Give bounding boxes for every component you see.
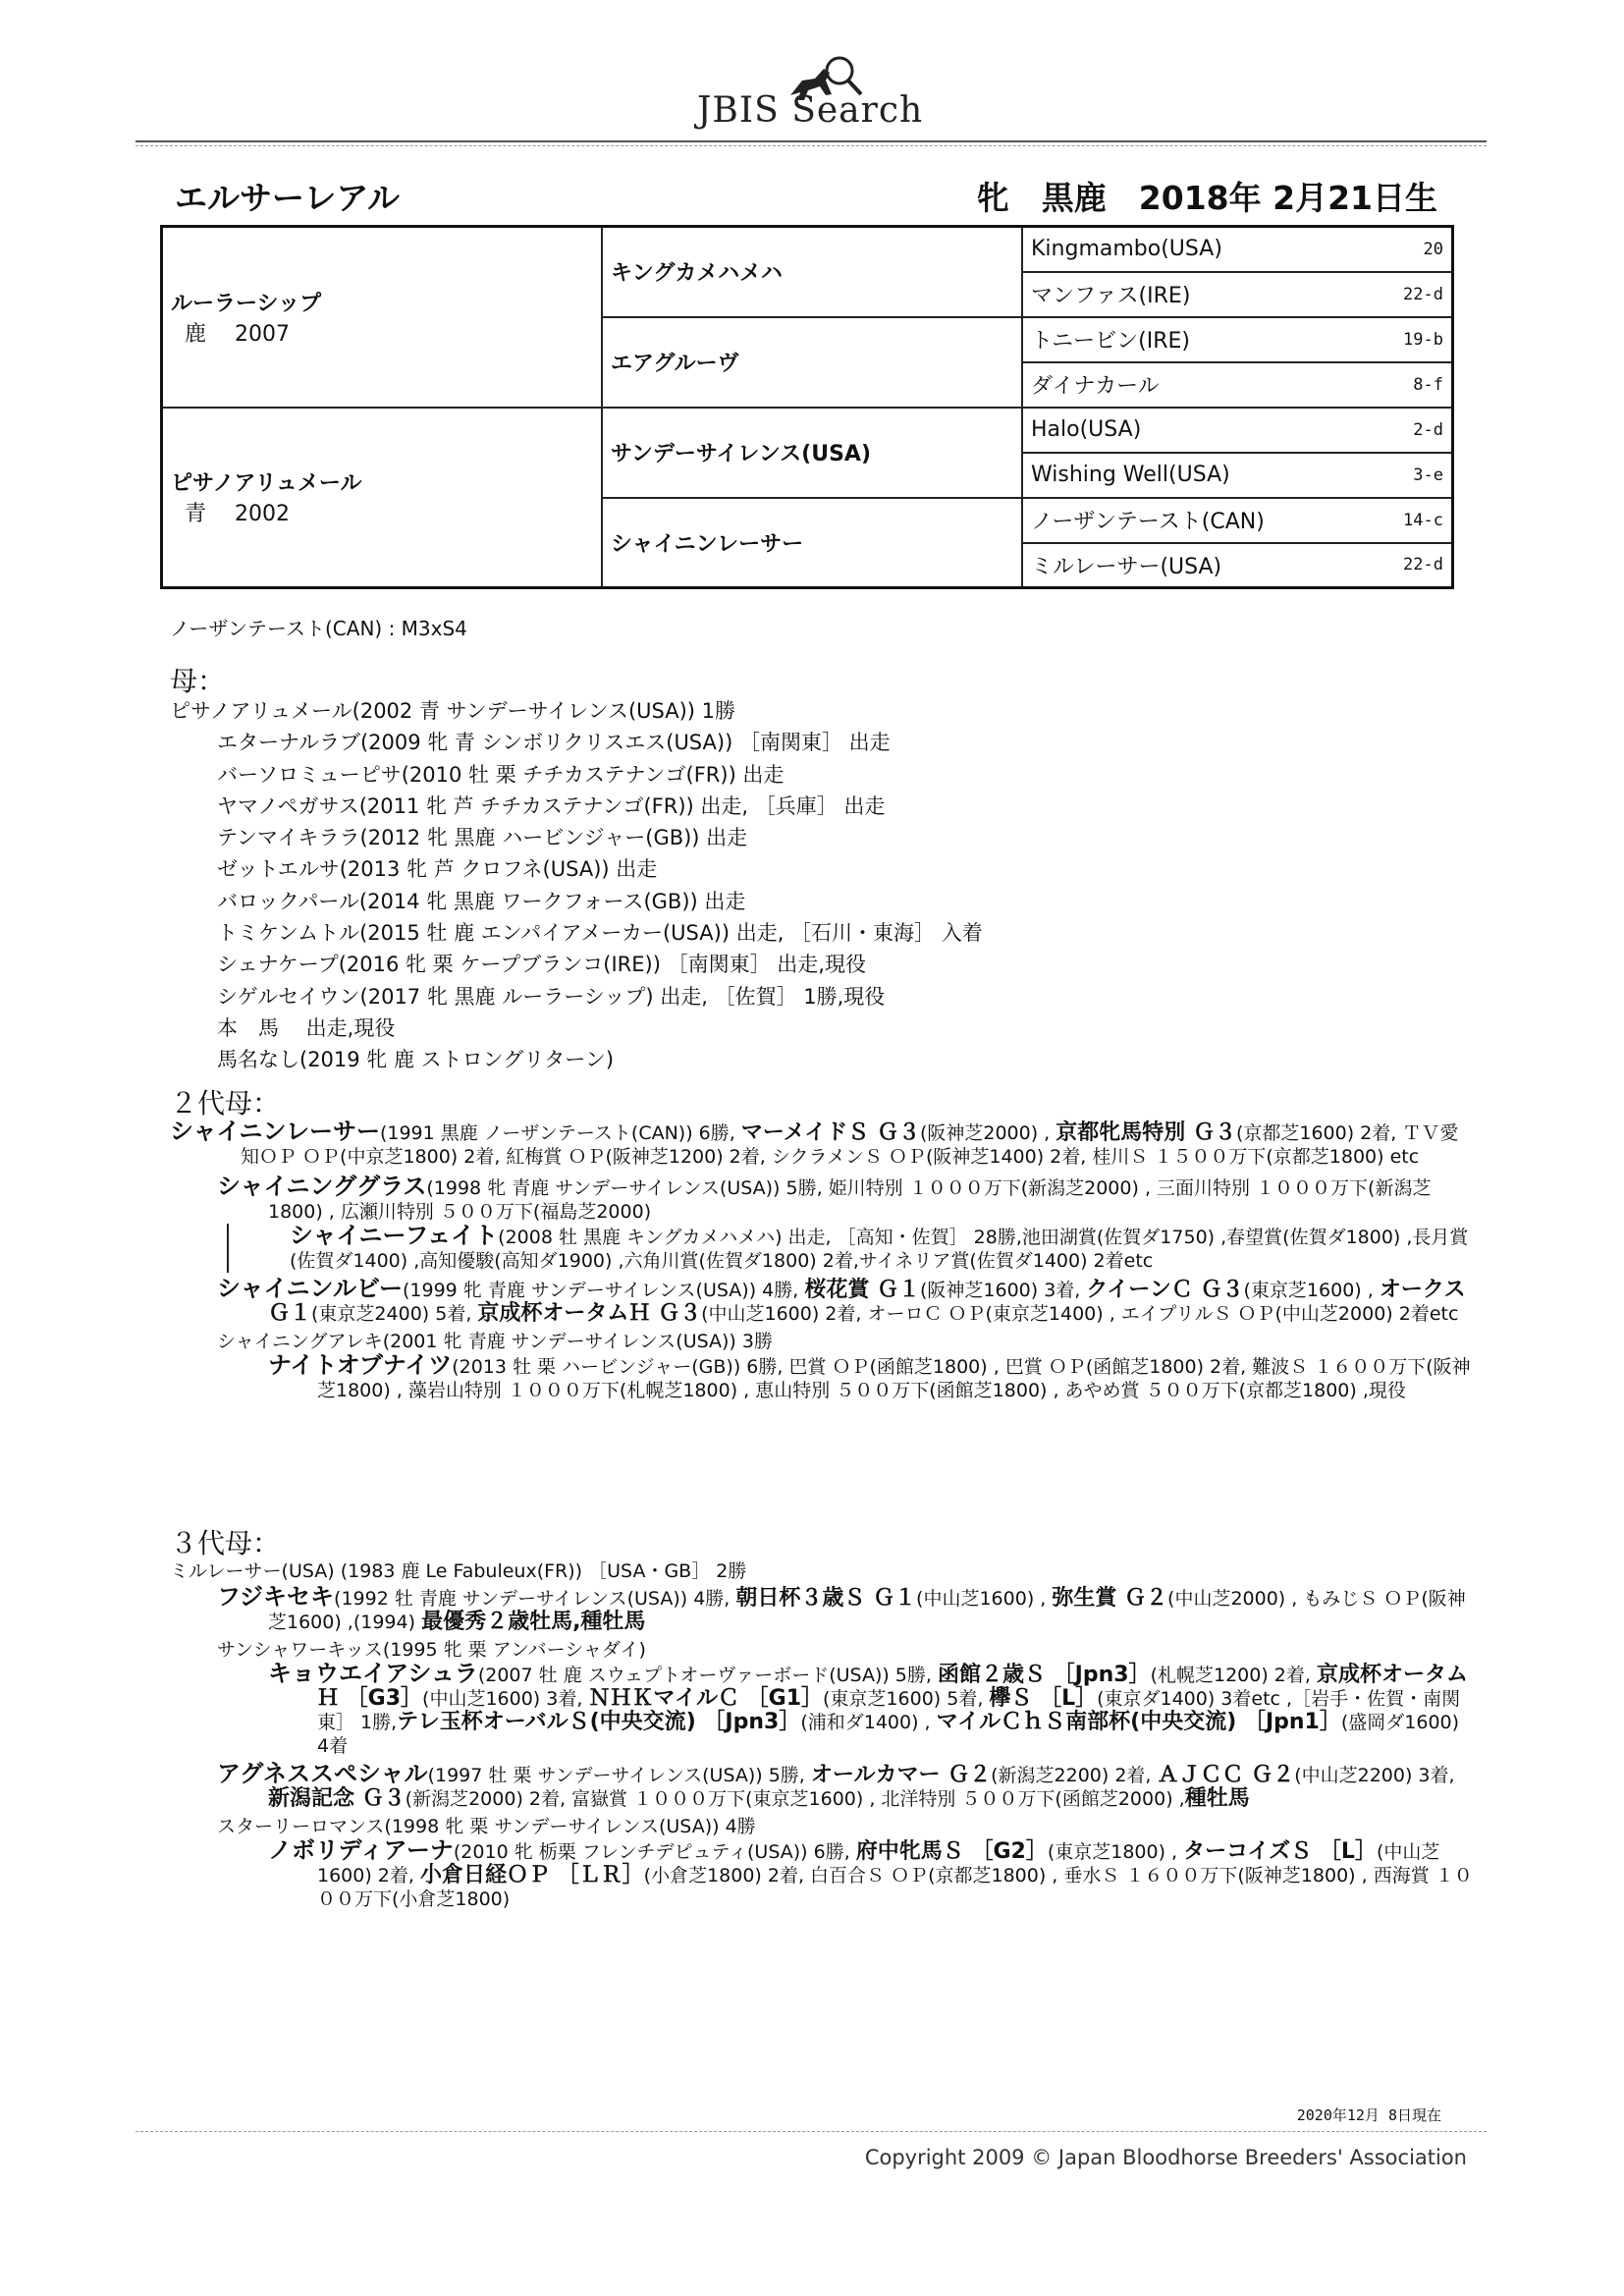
offspring-item: 馬名なし(2019 牝 鹿 ストロングリターン) [217, 1048, 615, 1072]
family-number: 19-b [1403, 329, 1443, 350]
gen3-cell [1022, 362, 1453, 408]
record-text: (2013 牡 栗 ハービンジャー(GB)) 6勝, 巴賞 ＯＰ(函館芝1800) , 巴賞 ＯＰ(函館芝1800) 2着, 難波Ｓ １６００万下(阪神芝1800) , 藻岩山特別 １０００万下(札幌芝1800) , 恵山特別 ５００万下(函館芝1800) , あやめ賞 ５００万下(京都芝1800) ,現役 [317, 1356, 1471, 1401]
record-text: (新潟芝2200) 2着, [991, 1765, 1158, 1786]
grandchild-name: シャイニーフェイト [290, 1222, 499, 1249]
gen3-cell [1022, 543, 1453, 588]
offspring-item: ゼットエルサ(2013 牝 芦 クロフネ(USA)) 出走 [217, 857, 658, 882]
gen3-cell [1022, 498, 1453, 543]
gen3-name: マンファス(IRE) [1031, 284, 1191, 308]
record-text: (浦和ダ1400) , [800, 1712, 937, 1733]
family-number: 2-d [1413, 419, 1443, 440]
gen3-cell [1022, 408, 1453, 453]
child-entry: シャイニングアレキ(2001 牝 青鹿 サンデーサイレンス(USA)) 3勝 [217, 1331, 773, 1352]
grade-race: ＡＪＣＣ Ｇ２ [1157, 1763, 1295, 1787]
child-name: シャイニンググラス [217, 1173, 427, 1200]
second-dam-name: シャイニンレーサー [170, 1118, 380, 1145]
grade-race: テレ玉杯オーバルＳ(中央交流) ［Jpn3］ [397, 1710, 801, 1734]
gen3-cell [1022, 227, 1453, 272]
record-text: (中山芝1600) 3着, [422, 1688, 589, 1710]
grade-race: 函館２歳Ｓ ［Jpn3］ [937, 1663, 1151, 1687]
footer-rule [135, 2131, 1487, 2132]
grade-race: ターコイズＳ ［L］ [1183, 1839, 1377, 1864]
third-dam-line: ミルレーサー(USA) (1983 鹿 Le Fabuleux(FR)) ［USA・GB］ 2勝 [170, 1560, 747, 1582]
grandchild-entry [170, 1353, 1477, 1402]
grandchild-entry [170, 1662, 1477, 1758]
gen3-cell [1022, 272, 1453, 317]
record-text: (中山芝1600) , [916, 1588, 1053, 1610]
grandchild-name: ノボリディアーナ [268, 1836, 454, 1864]
dam-dam: シャイニンレーサー [602, 498, 1022, 588]
grade-race: 新潟記念 Ｇ３ [268, 1786, 406, 1811]
record-text: (東京芝1600) , [1243, 1280, 1380, 1301]
grade-race: 京成杯オータムＨ Ｇ３ [477, 1301, 702, 1326]
grade-race: クイーンＣ Ｇ３ [1086, 1278, 1244, 1302]
record-text: (京都芝1600) 2着, ＴＶ愛知ＯＰ ＯＰ(中京芝1800) 2着, 紅梅賞 ＯＰ(阪神芝1200) 2着, シクラメンＳ ＯＰ(阪神芝1400) 2着, 桂川Ｓ １５００万下(京都芝1800) etc [241, 1122, 1459, 1168]
record-text: (1998 牝 青鹿 サンデーサイレンス(USA)) 5勝, 姫川特別 １０００万下(新潟芝2000) , 三面川特別 １０００万下(新潟芝1800) , 広瀬川特別 ５００万下(福島芝2000) [268, 1177, 1432, 1223]
logo-text: JBIS Search [697, 90, 924, 131]
second-dam-heading: ２代母： [170, 1087, 281, 1120]
family-number: 22-d [1403, 284, 1443, 304]
child-entry [170, 1277, 1477, 1326]
record-text: (1991 黒鹿 ノーザンテースト(CAN)) 6勝, [379, 1122, 741, 1144]
dam-line: ピサノアリュメール(2002 青 サンデーサイレンス(USA)) 1勝 [170, 699, 736, 723]
offspring-item: トミケンムトル(2015 牡 鹿 エンパイアメーカー(USA)) 出走, ［石川・東海］ 入着 [217, 921, 983, 946]
child-entry: サンシャワーキッス(1995 牝 栗 アンバーシャダイ) [217, 1639, 646, 1661]
record-text: (中山芝2000) , もみじＳ ＯＰ(阪神芝1600) ,(1994) [268, 1588, 1466, 1633]
grade-race: 京成杯オータムＨ ［G3］ [317, 1663, 1468, 1711]
header-rule [135, 140, 1487, 142]
record-text: (東京芝2400) 5着, [311, 1303, 478, 1325]
record-text: (中山芝1600) 2着, オーロＣ ＯＰ(東京芝1400) , エイプリルＳ ＯＰ(中山芝2000) 2着etc [701, 1303, 1459, 1325]
grade-race: 府中牝馬Ｓ ［G2］ [855, 1839, 1048, 1864]
grade-race: ＮＨＫマイルＣ ［G1］ [588, 1686, 824, 1711]
jbis-logo [687, 51, 943, 139]
family-number: 20 [1423, 239, 1443, 259]
offspring-item: テンマイキララ(2012 牝 黒鹿 ハービンジャー(GB)) 出走 [217, 826, 748, 850]
record-text: (中山芝1600) 2着, [317, 1841, 1440, 1886]
grade-race: マイルＣｈＳ南部杯(中央交流) ［Jpn1］ [936, 1710, 1341, 1734]
child-name: アグネススペシャル [217, 1760, 428, 1787]
sire-name: ルーラーシップ [171, 291, 322, 316]
horse-name: エルサーレアル [175, 179, 401, 217]
record-text: (2008 牡 黒鹿 キングカメハメハ) 出走, ［高知・佐賀］ 28勝,池田湖賞(佐賀ダ1750) ,春望賞(佐賀ダ1800) ,長月賞(佐賀ダ1400) ,高知優駿(高知ダ1900) ,六角川賞(佐賀ダ1800) 2着,サイネリア賞(佐賀ダ1400) 2着etc [290, 1227, 1469, 1272]
grade-race: 朝日杯３歳Ｓ Ｇ１ [735, 1586, 917, 1611]
pedigree-table [160, 225, 1454, 589]
dam-section [170, 695, 1477, 1076]
child-name: シャイニンルビー [217, 1275, 403, 1302]
child-name: フジキセキ [217, 1583, 335, 1611]
grade-race: 欅Ｓ ［L］ [989, 1686, 1098, 1711]
gen3-name: Halo(USA) [1031, 417, 1142, 442]
offspring-item: エターナルラブ(2009 牝 青 シンボリクリスエス(USA)) ［南関東］ 出走 [217, 731, 891, 755]
sire-dam: エアグルーヴ [602, 317, 1022, 408]
grade-race: 弥生賞 Ｇ２ [1052, 1586, 1168, 1611]
record-text: (1999 牝 青鹿 サンデーサイレンス(USA)) 4勝, [403, 1280, 805, 1301]
dam-sire: サンデーサイレンス(USA) [602, 408, 1022, 498]
grandchild-name: キョウエイアシュラ [268, 1660, 478, 1687]
gen3-name: ノーザンテースト(CAN) [1031, 510, 1265, 534]
offspring-item: 本 馬 出走,現役 [217, 1015, 396, 1040]
gen3-name: ダイナカール [1031, 374, 1160, 399]
grade-race: 京都牝馬特別 Ｇ３ [1056, 1121, 1236, 1145]
record-text: (盛岡ダ1600) 4着 [317, 1712, 1460, 1757]
record-text: (小倉芝1800) 2着, 白百合Ｓ ＯＰ(京都芝1800) , 垂水Ｓ １６００万下(阪神芝1800) , 西海賞 １０００万下(小倉芝1800) [317, 1865, 1473, 1910]
grandchild-name: ナイトオブナイツ [268, 1351, 453, 1379]
gen3-name: Wishing Well(USA) [1031, 463, 1230, 487]
record-text: (東京芝1800) , [1047, 1841, 1184, 1863]
grade-race: 桜花賞 Ｇ１ [804, 1278, 920, 1302]
record-text: (1997 牡 栗 サンデーサイレンス(USA)) 5勝, [427, 1765, 811, 1786]
grandchild-entry [170, 1838, 1477, 1911]
grade-race: 小倉日経ＯＰ ［ＬＲ］ [419, 1863, 644, 1887]
gen3-name: ミルレーサー(USA) [1031, 554, 1222, 579]
offspring-item: ヤマノペガサス(2011 牝 芦 チチカステナンゴ(FR)) 出走, ［兵庫］ 出走 [217, 793, 886, 818]
record-text: (中山芝2200) 3着, [1294, 1765, 1455, 1786]
family-number: 3-e [1413, 465, 1443, 485]
grade-race: オークス Ｇ１ [268, 1278, 1466, 1326]
child-entry [170, 1762, 1477, 1811]
gen3-cell [1022, 317, 1453, 362]
family-number: 14-c [1403, 510, 1443, 530]
record-text: (阪神芝1600) 3着, [920, 1280, 1087, 1301]
sire-detail: 鹿 2007 [185, 321, 290, 347]
child-entry: スターリーロマンス(1998 牝 栗 サンデーサイレンス(USA)) 4勝 [217, 1816, 756, 1837]
family-number: 22-d [1403, 555, 1443, 575]
header-rule-dashed [135, 145, 1487, 146]
award: 種牡馬 [1184, 1786, 1250, 1811]
second-dam-entry [170, 1120, 1477, 1169]
offspring-item: バロックパール(2014 牝 黒鹿 ワークフォース(GB)) 出走 [217, 889, 746, 913]
dam-heading: 母： [170, 665, 226, 697]
record-text: (2007 牡 鹿 スウェプトオーヴァーボード(USA)) 5勝, [477, 1665, 938, 1686]
child-entry [170, 1175, 1477, 1224]
third-dam-section [170, 1559, 1477, 1911]
grandchild-entry [227, 1224, 1477, 1273]
dam-cell [162, 408, 603, 588]
second-dam-section [170, 1120, 1477, 1402]
sire-sire: キングカメハメハ [602, 227, 1022, 317]
record-text: (阪神芝2000) , [919, 1122, 1056, 1144]
dam-detail: 青 2002 [185, 502, 290, 527]
copyright: Copyright 2009 © Japan Bloodhorse Breeders' Association [864, 2146, 1467, 2169]
offspring-item: シェナケープ(2016 牝 栗 ケープブランコ(IRE)) ［南関東］ 出走,現役 [217, 953, 866, 977]
record-text: (東京芝1600) 5着, [823, 1688, 990, 1710]
third-dam-heading: ３代母： [170, 1527, 281, 1559]
gen3-cell [1022, 453, 1453, 498]
record-text: (2010 牝 栃栗 フレンチデピュティ(USA)) 6勝, [453, 1841, 856, 1863]
award: 最優秀２歳牡馬,種牡馬 [421, 1610, 646, 1634]
gen3-name: Kingmambo(USA) [1031, 237, 1222, 262]
as-of-date: 2020年12月 8日現在 [1296, 2106, 1441, 2124]
inbreeding-note: ノーザンテースト(CAN) : M3xS4 [170, 617, 467, 640]
grade-race: マーメイドＳ Ｇ３ [740, 1121, 920, 1145]
horse-info: 牝 黒鹿 2018年 2月21日生 [976, 179, 1437, 217]
grade-race: オールカマー Ｇ２ [810, 1763, 992, 1787]
sire-cell [162, 227, 603, 408]
offspring-item: シゲルセイウン(2017 牝 黒鹿 ルーラーシップ) 出走, ［佐賀］ 1勝,現役 [217, 984, 886, 1009]
gen3-name: トニービン(IRE) [1031, 329, 1190, 354]
record-text: (1992 牡 青鹿 サンデーサイレンス(USA)) 4勝, [334, 1588, 736, 1610]
dam-name: ピサノアリュメール [171, 471, 362, 497]
child-entry [170, 1585, 1477, 1634]
offspring-item: バーソロミューピサ(2010 牡 栗 チチカステナンゴ(FR)) 出走 [217, 762, 785, 787]
record-text: (新潟芝2000) 2着, 富嶽賞 １０００万下(東京芝1600) , 北洋特別 ５００万下(函館芝2000) , [405, 1788, 1185, 1810]
record-text: (東京ダ1400) 3着etc ,［岩手・佐賀・南関東］ 1勝, [317, 1688, 1461, 1733]
family-number: 8-f [1413, 374, 1443, 395]
record-text: (札幌芝1200) 2着, [1150, 1665, 1317, 1686]
